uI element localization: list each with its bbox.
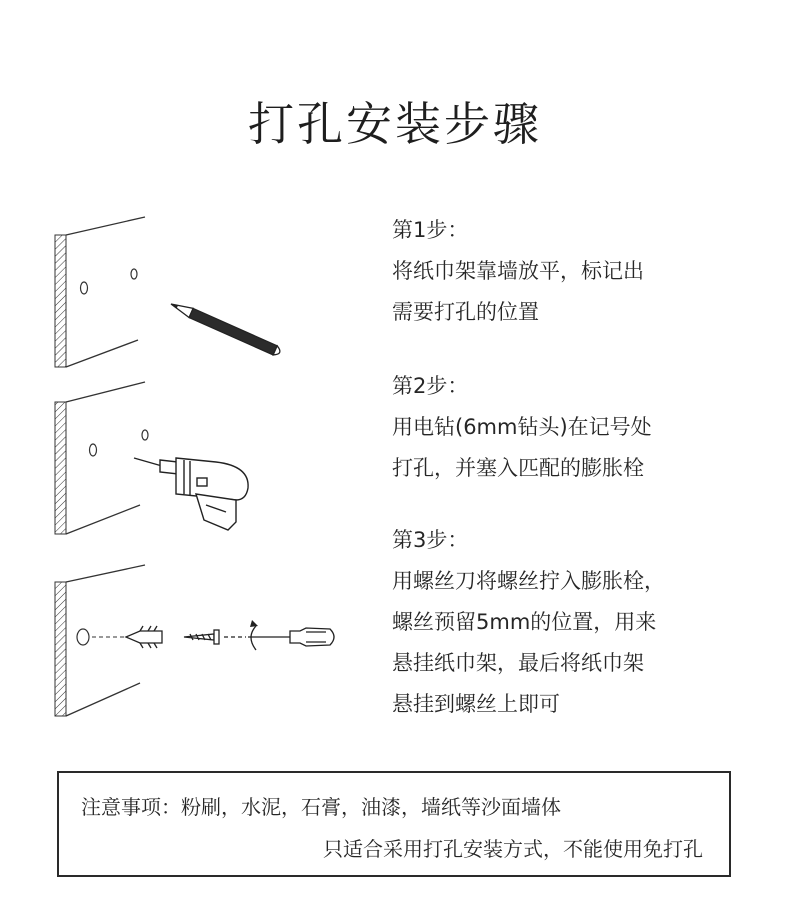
drill-hole-right (142, 430, 148, 440)
notice-box (57, 771, 731, 877)
step-2 (392, 366, 782, 489)
mark-hole-right (131, 269, 137, 279)
step-heading: 第2步： (392, 374, 469, 398)
step-line: 打孔，并塞入匹配的膨胀栓 (392, 456, 644, 480)
wall-panel-1 (55, 217, 145, 367)
notice-line-2: 只适合采用打孔安装方式，不能使用免打孔 (323, 837, 703, 861)
screwdriver-icon (248, 620, 334, 650)
step-3 (392, 520, 782, 725)
drill-hole-left (90, 444, 97, 456)
notice-line-1: 注意事项：粉刷，水泥，石膏，油漆，墙纸等沙面墙体 (81, 795, 561, 819)
step-1 (392, 210, 782, 333)
step-line: 螺丝预留5mm的位置，用来 (392, 610, 657, 634)
page-title: 打孔安装步骤 (248, 97, 542, 151)
screw-icon (184, 630, 246, 644)
step-line: 用电钻(6mm钻头)在记号处 (392, 415, 652, 439)
step-line: 悬挂到螺丝上即可 (392, 692, 560, 716)
step-line: 悬挂纸巾架，最后将纸巾架 (392, 651, 644, 675)
step-line: 将纸巾架靠墙放平，标记出 (392, 259, 644, 283)
step-line: 用螺丝刀将螺丝拧入膨胀栓， (392, 569, 665, 593)
step-heading: 第1步： (392, 218, 469, 242)
screw-hole (77, 629, 89, 645)
wall-panel-3 (55, 565, 145, 716)
pencil-icon (169, 299, 282, 357)
drill-icon (134, 458, 248, 530)
step-heading: 第3步： (392, 528, 469, 552)
step-line: 需要打孔的位置 (392, 300, 539, 324)
mark-hole-left (81, 282, 88, 294)
wall-plug-icon (126, 626, 162, 648)
